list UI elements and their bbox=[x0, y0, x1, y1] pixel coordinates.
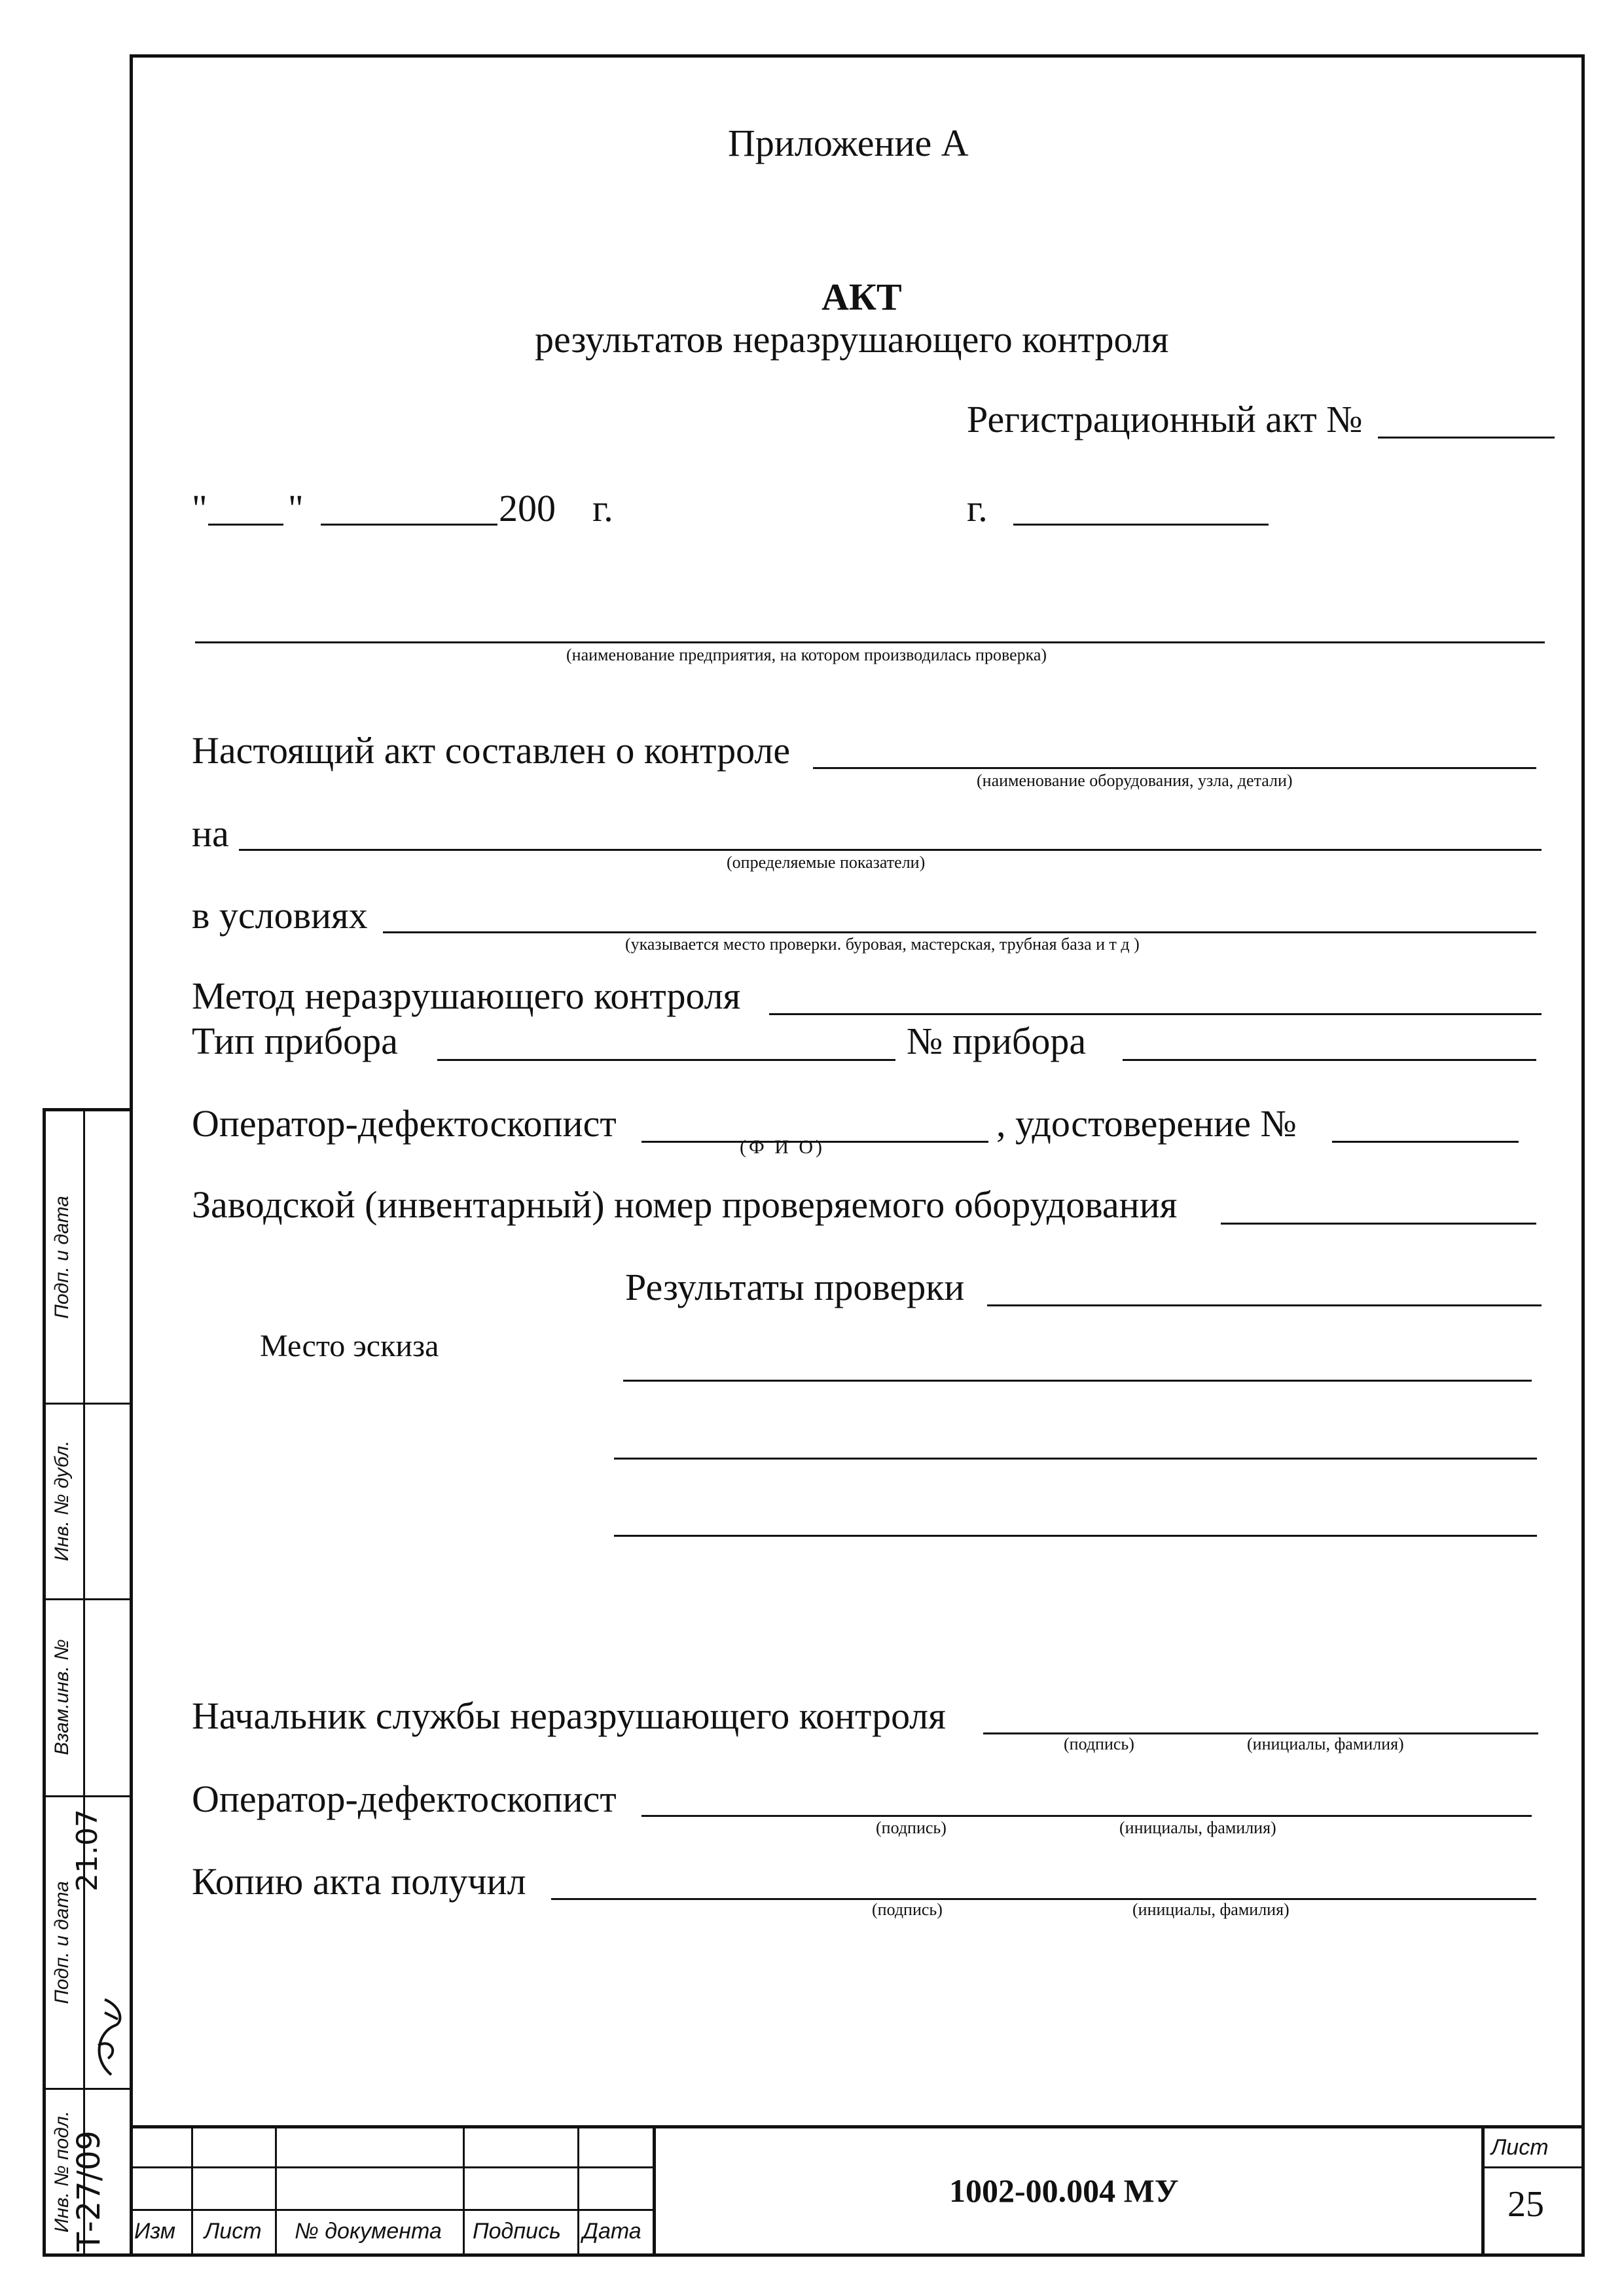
col-label-signature: Подпись bbox=[473, 2219, 561, 2244]
signature-line-copy[interactable] bbox=[551, 1898, 1536, 1900]
title-block-col-5 bbox=[653, 2125, 656, 2257]
certificate-label: , удостоверение № bbox=[996, 1102, 1297, 1145]
date-quote-open: " bbox=[192, 487, 208, 529]
title-block-row-1 bbox=[130, 2166, 653, 2168]
title-block-sheet-row bbox=[1481, 2166, 1585, 2168]
conditions-label: в условиях bbox=[192, 894, 368, 937]
title-block-col-3 bbox=[463, 2125, 465, 2257]
on-line[interactable] bbox=[239, 849, 1542, 851]
side-label-replace-inv: Взам.инв. № bbox=[51, 1639, 73, 1755]
device-number-label: № прибора bbox=[907, 1020, 1087, 1062]
conditions-line[interactable] bbox=[383, 931, 1536, 933]
serial-line[interactable] bbox=[1221, 1223, 1536, 1225]
city-line[interactable] bbox=[1013, 524, 1269, 526]
side-label-sign-date-bottom: Подп. и дата bbox=[51, 1881, 73, 2004]
serial-label: Заводской (инвентарный) номер проверяемого оборудования bbox=[192, 1183, 1178, 1226]
registration-act-label: Регистрационный акт № bbox=[967, 398, 1363, 440]
enterprise-line[interactable] bbox=[195, 641, 1545, 643]
sheet-label: Лист bbox=[1491, 2135, 1549, 2160]
operator-label: Оператор-дефектоскопист bbox=[192, 1102, 617, 1145]
date-year-prefix: 200 bbox=[499, 487, 556, 529]
control-caption: (наименование оборудования, узла, детали) bbox=[977, 771, 1293, 790]
signature-name-caption-chief: (инициалы, фамилия) bbox=[1247, 1734, 1404, 1753]
certificate-line[interactable] bbox=[1332, 1141, 1519, 1143]
title-block-col-4 bbox=[577, 2125, 579, 2257]
control-label: Настоящий акт составлен о контроле bbox=[192, 729, 791, 772]
document-title: АКТ bbox=[821, 276, 902, 318]
document-subtitle: результатов неразрушающего контроля bbox=[535, 318, 1169, 361]
results-label: Результаты проверки bbox=[625, 1266, 965, 1308]
device-number-line[interactable] bbox=[1123, 1059, 1536, 1061]
signature-label-copy: Копию акта получил bbox=[192, 1860, 526, 1903]
method-line[interactable] bbox=[769, 1013, 1542, 1015]
registration-number-line[interactable] bbox=[1378, 437, 1555, 439]
title-block-col-1 bbox=[191, 2125, 193, 2257]
signature-label-operator: Оператор-дефектоскопист bbox=[192, 1778, 617, 1820]
date-day-line[interactable] bbox=[208, 524, 283, 526]
device-type-label: Тип прибора bbox=[192, 1020, 398, 1062]
sketch-label: Место эскиза bbox=[260, 1329, 439, 1363]
signature-sign-caption-operator: (подпись) bbox=[876, 1818, 947, 1837]
results-line-1[interactable] bbox=[987, 1304, 1542, 1306]
signature-name-caption-copy: (инициалы, фамилия) bbox=[1132, 1900, 1290, 1919]
conditions-caption: (указывается место проверки. буровая, мастерская, трубная база и т д ) bbox=[625, 935, 1140, 954]
enterprise-caption: (наименование предприятия, на котором производилась проверка) bbox=[566, 645, 1047, 664]
signature-label-chief: Начальник службы неразрушающего контроля bbox=[192, 1695, 946, 1737]
signature-sign-caption-copy: (подпись) bbox=[872, 1900, 943, 1919]
date-year-suffix: г. bbox=[592, 487, 613, 529]
col-label-sheet: Лист bbox=[204, 2219, 262, 2244]
side-label-sign-date-top: Подп. и дата bbox=[51, 1196, 73, 1319]
sheet-number: 25 bbox=[1507, 2184, 1544, 2225]
on-label: на bbox=[192, 812, 229, 855]
date-month-line[interactable] bbox=[321, 524, 497, 526]
side-label-inv-original: Инв. № подл. bbox=[51, 2110, 73, 2233]
title-block-top bbox=[130, 2125, 1585, 2128]
col-label-document: № документа bbox=[295, 2219, 442, 2244]
page-frame bbox=[130, 54, 1585, 2257]
signature-sign-caption-chief: (подпись) bbox=[1064, 1734, 1134, 1753]
handwritten-date: 21.07 bbox=[71, 1809, 104, 1892]
control-line[interactable] bbox=[813, 767, 1536, 769]
handwritten-inventory-number: Т-27/09 bbox=[71, 2130, 107, 2251]
appendix-heading: Приложение А bbox=[728, 122, 969, 164]
results-line-3[interactable] bbox=[614, 1458, 1537, 1460]
operator-caption: (Ф И О) bbox=[740, 1136, 825, 1158]
on-caption: (определяемые показатели) bbox=[727, 853, 926, 872]
title-block-col-2 bbox=[275, 2125, 277, 2257]
side-label-inv-dubl: Инв. № дубл. bbox=[51, 1440, 73, 1562]
col-label-change: Изм bbox=[134, 2219, 176, 2244]
device-type-line[interactable] bbox=[437, 1059, 895, 1061]
city-prefix: г. bbox=[967, 487, 988, 529]
signature-name-caption-operator: (инициалы, фамилия) bbox=[1119, 1818, 1276, 1837]
method-label: Метод неразрушающего контроля bbox=[192, 975, 741, 1017]
signature-line-operator[interactable] bbox=[641, 1815, 1532, 1817]
title-block-sheet-divider bbox=[1481, 2125, 1485, 2257]
document-code: 1002-00.004 МУ bbox=[949, 2172, 1179, 2209]
results-line-4[interactable] bbox=[614, 1535, 1537, 1537]
results-line-2[interactable] bbox=[623, 1380, 1532, 1382]
title-block-row-2 bbox=[130, 2209, 653, 2211]
date-quote-close: " bbox=[288, 487, 304, 529]
col-label-date: Дата bbox=[583, 2219, 641, 2244]
